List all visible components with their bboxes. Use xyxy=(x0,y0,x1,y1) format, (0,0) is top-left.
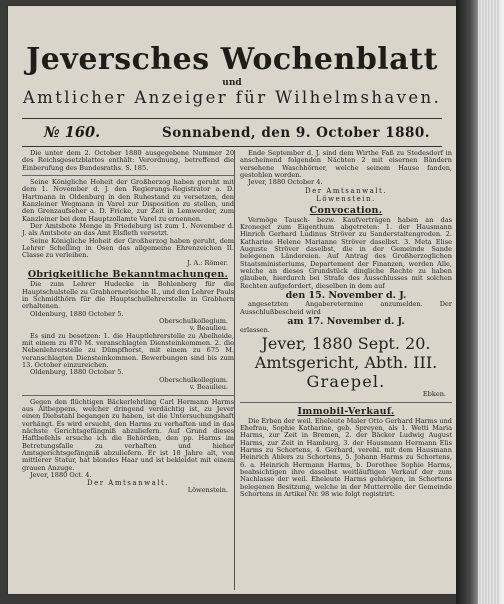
article-convocation-cont: angesetzten Angaberetermine anzumelden. Der Ausschlußbescheid wird xyxy=(240,300,452,316)
article-immobil: Die Erben der weil. Eheleute Maler Otto Gerhard Harms und Ehefrau, Sophie Katharine, geb. Spreyen, als 1. Wetti Maria Harms, zur Zeit in Bremen, 2. der Bäcker Ludwig August Harms, zur Zeit in Hamburg, 3. der Hausmann Hermann Elis Harms zu Schortens, 4. Gerhard, verehl. mit dem Hausmann Heinrich Ahlers zu Schortens, 5. Johann Harms zu Schortens, 6. a. Heinrich Hermann Harms, b. Dorothee Sophie Harms, beabsichtigen ihre daselbst weitläuftigen Verkauf der zum Nachlasse der weil. Eheleute Harms gehörigen, in Schortens belegenen Besitzung, welche in der Mutterrolle der Gemeinde Schortens in Artikel Nr. 98 wie folgt registrirt: xyxy=(240,416,452,499)
article-warrant: Gegen den flüchtigen Bäckerlehrling Carl Hermann Harms aus Altbeppens, welcher dringend verdächtig ist, zu Jever einen Diebstahl begangen zu haben, ist die Untersuchungshaft verhängt. Es wird ersucht, den Harms zu verhaften und in das nächste Gerichtsgefängniß abzuliefern. Auf Grund dieses Haftbefehls ersuche ich die Behörden, den pp. Harms im Betretungsfalle zu verhaften und hieher Amtsgerichtsgefängniß abzuliefern. Er ist 18 Jahre alt, von mittlerer Statur, hat blondes Haar und ist bekleidet mit einem grauen Anzuge. xyxy=(22,397,234,472)
article-teachers-date: Oldenburg, 1880 October 5. xyxy=(30,309,124,318)
article-vacancies-date: Oldenburg, 1880 October 5. xyxy=(30,368,124,377)
separator xyxy=(240,402,452,403)
issue-date: Sonnabend, den 9. October 1880. xyxy=(162,125,430,141)
article-theft: Ende September d. J. sind dem Wirthe Faß zu Stedesdorf in anscheinend folgenden Nächten 2 mit eisernen Bändern versehene Waschhörner, welche seinem Hause fanden, gestohlen worden. xyxy=(240,149,452,180)
article-theft-date: Jever, 1880 October 4. xyxy=(248,178,323,187)
convocation-date: Jever, 1880 Sept. 20. xyxy=(261,334,431,354)
signature-roemer: J. A.: Römer. xyxy=(187,258,228,267)
article-convocation: Vermöge Tausch- bezw. Kaufverträgen haben an das Kroneget zum Eigenthum abgetreten: 1. der Hausmann Hinrich Gerhard Ludinus Ströver zu Sanderstaltengroden. 2. Katharine Helene Marianne Ströver daselbst. 3. Meta Elise Auguste Ströver daselbst, die in der Gemeinde Sande belegenen Ländereien. Auf Antrag des Großherzoglichen Staatsministeriums, Departement der Finanzen, werden Alle, welche an dieses Grundstück dingliche Rechte zu haben glauben, hierdurch bei Strafe des Ausschlusses mit solchen Rechten aufgefordert, dieselben in dem auf xyxy=(240,215,452,290)
article-teachers: Die zum Lehrer Hudecke in Bohlenberg für die Hauptschulstelle zu Grabhornerleiche II., und den Lehrer Pauls in Schmidthörn für die Hauptschullehrerstelle in Grabhorn erhaltenen. xyxy=(22,280,234,311)
signature-beaulieu-2: v. Beaulieu. xyxy=(189,383,228,392)
heading-immobil-verkauf: Immobil-Verkauf. xyxy=(297,405,395,417)
signature-amtsanwalt: Der Amtsanwalt. xyxy=(86,479,170,488)
masthead-subtitle: Amtlicher Anzeiger für Wilhelmshaven. xyxy=(22,88,442,107)
masthead-title: Jeversches Wochenblatt xyxy=(26,42,438,77)
masthead-rule-bottom xyxy=(22,146,442,147)
article-ehrenzeichen: Seine Königliche Hoheit der Großherzog haben geruht, dem Lehrer Schelling in Osen das allgemeine Ehrenzeichen II. Classe zu verleihen. xyxy=(22,236,234,260)
article-appointments: Seine Königliche Hoheit der Großherzog haben geruht mit dem 1. November d. J. den Regierungs-Registrator a. D. Hartmann in Oldenburg in den Ruhestand zu versetzen, den Kanzleiner Wegmann in Varel zur Disposition zu stellen, und den Grenzaufseher a. D. Fricke, zur Zeit in Lemwerder, zum Kanzleiner bei dem Hauptzollamte Varel zu ernennen. xyxy=(22,178,234,223)
masthead-rule-top xyxy=(22,118,442,119)
article-warrant-date: Jever, 1880 Oct. 4. xyxy=(30,471,92,480)
left-column xyxy=(22,150,234,495)
signature-schulkollegium: Oberschulkollegium. xyxy=(159,316,228,325)
page-stack xyxy=(478,0,500,604)
heading-convocation: Convocation. xyxy=(309,204,383,216)
article-vacancies: Es sind zu besetzen: 1. die Hauptlehrerstelle zu Abelheide, mit einem zu 870 M. veranschlagten Diensteinkommen. 2. die Nebenlehrerstelle zu Dümpfhorst, mit einem zu 675 M. veranschlagten Diensteinkommen. Bewerbungen sind bis zum 13. October einzureichen. xyxy=(22,331,234,370)
convocation-date-1: den 15. November d. J. xyxy=(285,290,407,302)
signature-loewenstein: Löwenstein. xyxy=(187,486,228,495)
signature-graepel: Graepel. xyxy=(306,372,386,392)
signature-ebken: Ebken. xyxy=(422,390,446,399)
article-convocation-end: erlassen. xyxy=(240,325,270,334)
issue-number: № 160. xyxy=(44,124,101,141)
masthead-und: und xyxy=(222,78,242,88)
signature-amtsanwalt-2: Der Amtsanwalt. xyxy=(304,186,388,195)
book-page-edges xyxy=(456,0,504,604)
right-column xyxy=(240,150,452,498)
signature-loewenstein-2: Löwenstein. xyxy=(316,194,376,203)
article-reichsgesetzblatt: Die unter dem 2. October 1880 ausgegebene Nummer 20 des Reichsgesetzblattes enthält: Verordnung, betreffend die Einberufung des Bundesraths. S. 185. xyxy=(22,149,234,172)
convocation-date-2: am 17. November d. J. xyxy=(287,315,405,327)
issue-line xyxy=(22,124,442,144)
heading-official-notices: Obrigkeitliche Bekanntmachungen. xyxy=(27,269,229,281)
separator xyxy=(22,395,234,396)
separator xyxy=(22,175,234,176)
signature-schulkollegium-2: Oberschulkollegium. xyxy=(159,375,228,384)
column-divider xyxy=(234,150,235,590)
signature-amtsgericht: Amtsgericht, Abth. III. xyxy=(254,353,438,373)
article-amtsbote: Der Amtsbote Menge in Friedeburg ist zum 1. November d. J. als Amtsbote an das Amt Elsfleth versetzt. xyxy=(22,222,234,238)
newspaper-page xyxy=(8,6,456,594)
signature-beaulieu: v. Beaulieu. xyxy=(189,324,228,333)
